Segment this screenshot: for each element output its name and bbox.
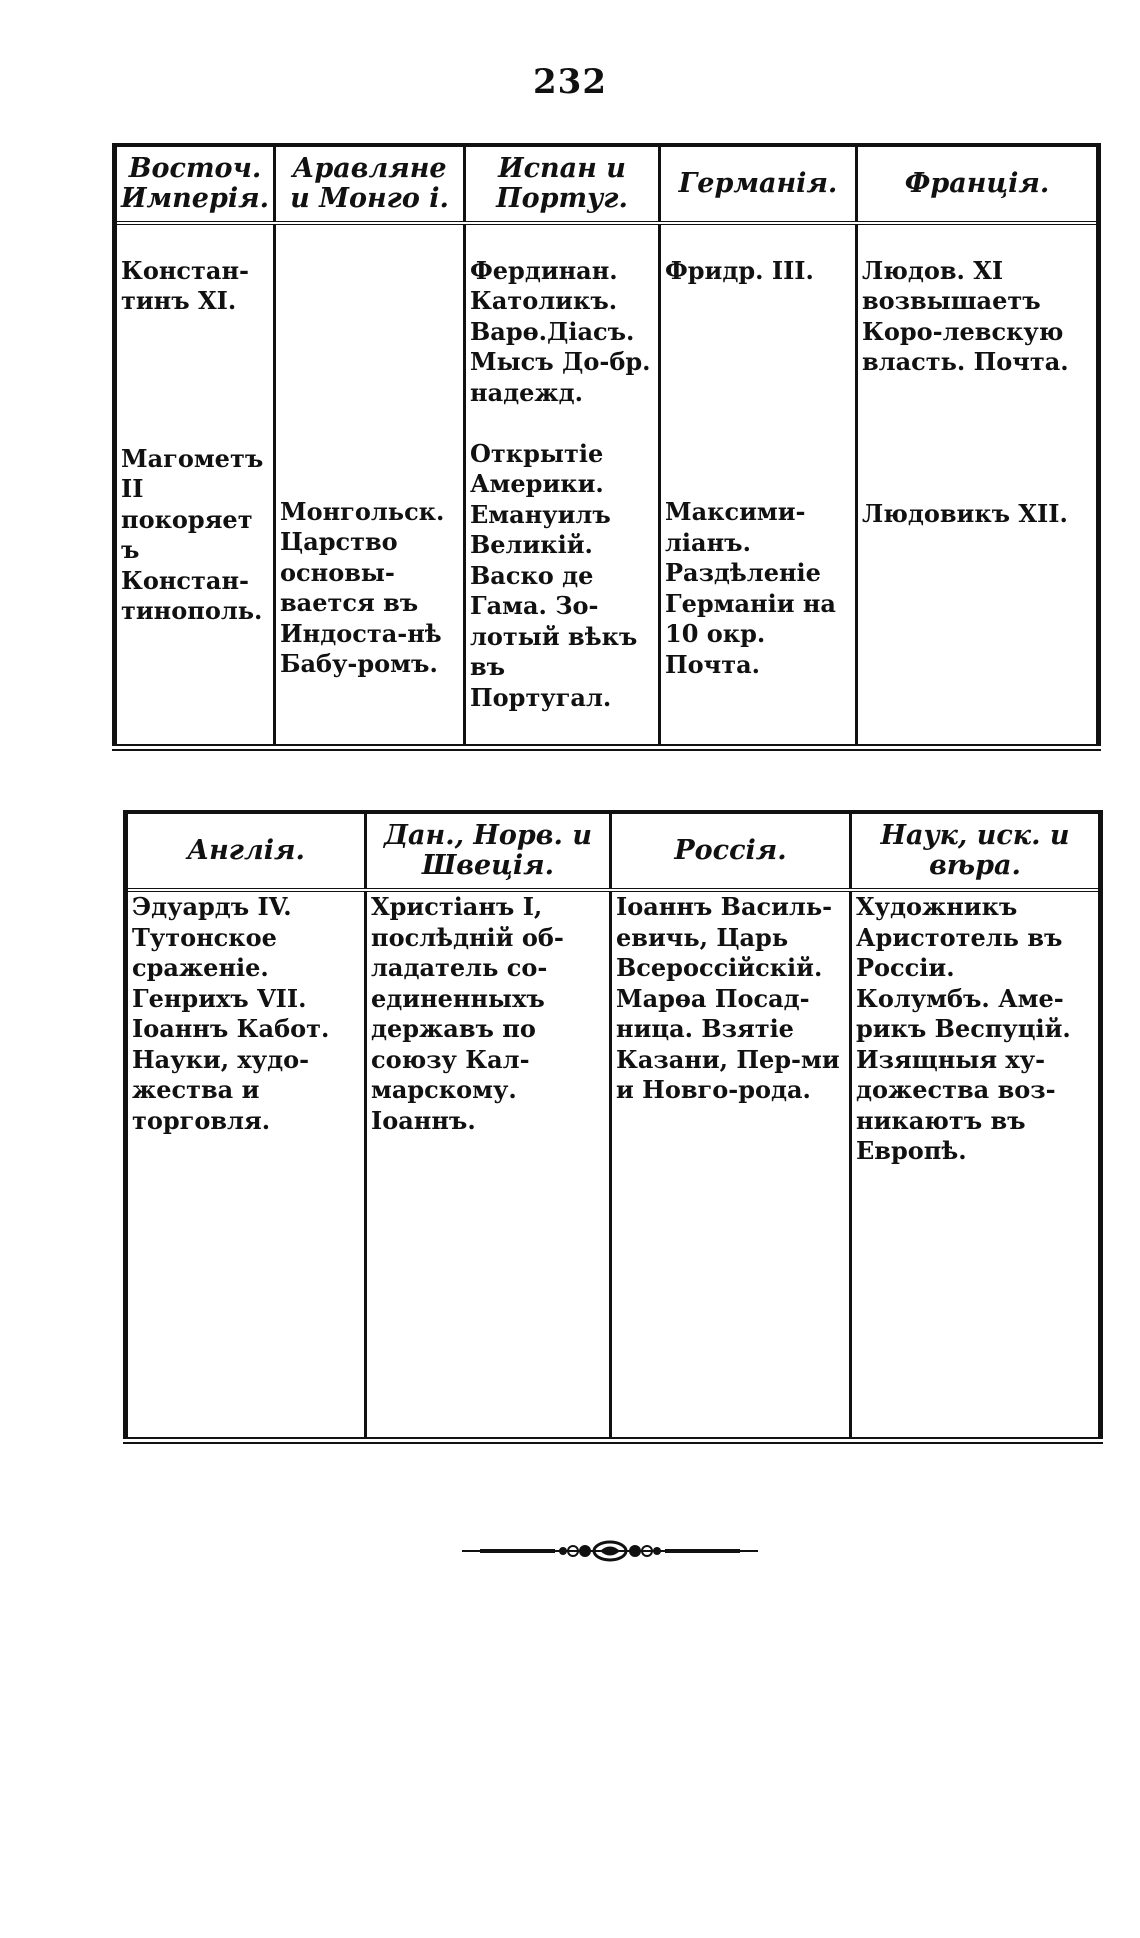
chronology-table-1 — [112, 143, 1101, 751]
cell-eastern-empire — [115, 223, 275, 747]
cell-arabs-mongols — [275, 223, 465, 747]
entry-text: Констан-тинъ XI. — [121, 255, 249, 315]
cell-england: Эдуардъ IV. Тутонское сраженіе. Генрихъ VII. Іоаннъ Кабот. Науки, худо-жества и торговля. — [132, 892, 330, 1135]
entry-text: Фридр. III. — [665, 255, 814, 285]
cell-sciences: Художникъ Аристотель въ Россіи. Колумбъ. Аме-рикъ Веспуцій. Изящныя ху-дожества воз-никаютъ въ Европѣ. — [851, 890, 1101, 1441]
entry-text: Людов. XI возвышаетъ Коро-левскую власть. Почта. — [862, 255, 1069, 376]
column-header-france: Франція. — [857, 145, 1099, 223]
entry-text: Магометъ II покоряетъ Констан-тинополь. — [121, 443, 264, 625]
entry-text: Монгольск. Царство основы-вается въ Индоста-нѣ Бабу-ромъ. — [280, 496, 445, 678]
entry-text: Людовикъ XII. — [862, 498, 1068, 528]
cell-scandinavia: Христіанъ I, послѣдній об-ладатель со-единенныхъ державъ по союзу Кал-марскому. Іоаннъ. — [366, 890, 611, 1441]
column-header-eastern-empire: Восточ. Имперія. — [115, 145, 275, 223]
column-header-england: Англія. — [126, 812, 366, 890]
column-header-germany: Германія. — [660, 145, 857, 223]
table-header-row — [126, 812, 1101, 890]
column-header-spain-portugal: Испан и Португ. — [465, 145, 660, 223]
chronology-table-2 — [123, 810, 1103, 1444]
entry-text: Фердинан. Католикъ. Варө.Діасъ. Мысъ До-бр. надежд. — [470, 255, 651, 407]
page-number: 232 — [533, 62, 607, 102]
entry-text: Максими-ліанъ. Раздѣленіе Германіи на 10 окр. Почта. — [665, 497, 836, 679]
cell-russia: Іоаннъ Василь-евичь, Царь Всероссійскій. Марөа Посад-ница. Взятіе Казани, Пер-ми и Новго-рода. — [611, 890, 851, 1441]
entry-text: Открытіе Америки. Емануилъ Великій. Васко де Гама. Зо-лотый вѣкъ въ Португал. — [470, 438, 638, 712]
cell-spain-portugal — [465, 223, 660, 747]
column-header-scandinavia: Дан., Норв. и Швеція. — [366, 812, 611, 890]
table-header-row — [115, 145, 1099, 223]
column-header-arabs-mongols: Аравляне и Монго і. — [275, 145, 465, 223]
table-row — [115, 223, 1099, 747]
decorative-ornament — [460, 1538, 760, 1564]
column-header-sciences: Наук, иск. и вѣра. — [851, 812, 1101, 890]
table-row — [126, 890, 1101, 1441]
cell-germany — [660, 223, 857, 747]
cell-france — [857, 223, 1099, 747]
column-header-russia: Россія. — [611, 812, 851, 890]
